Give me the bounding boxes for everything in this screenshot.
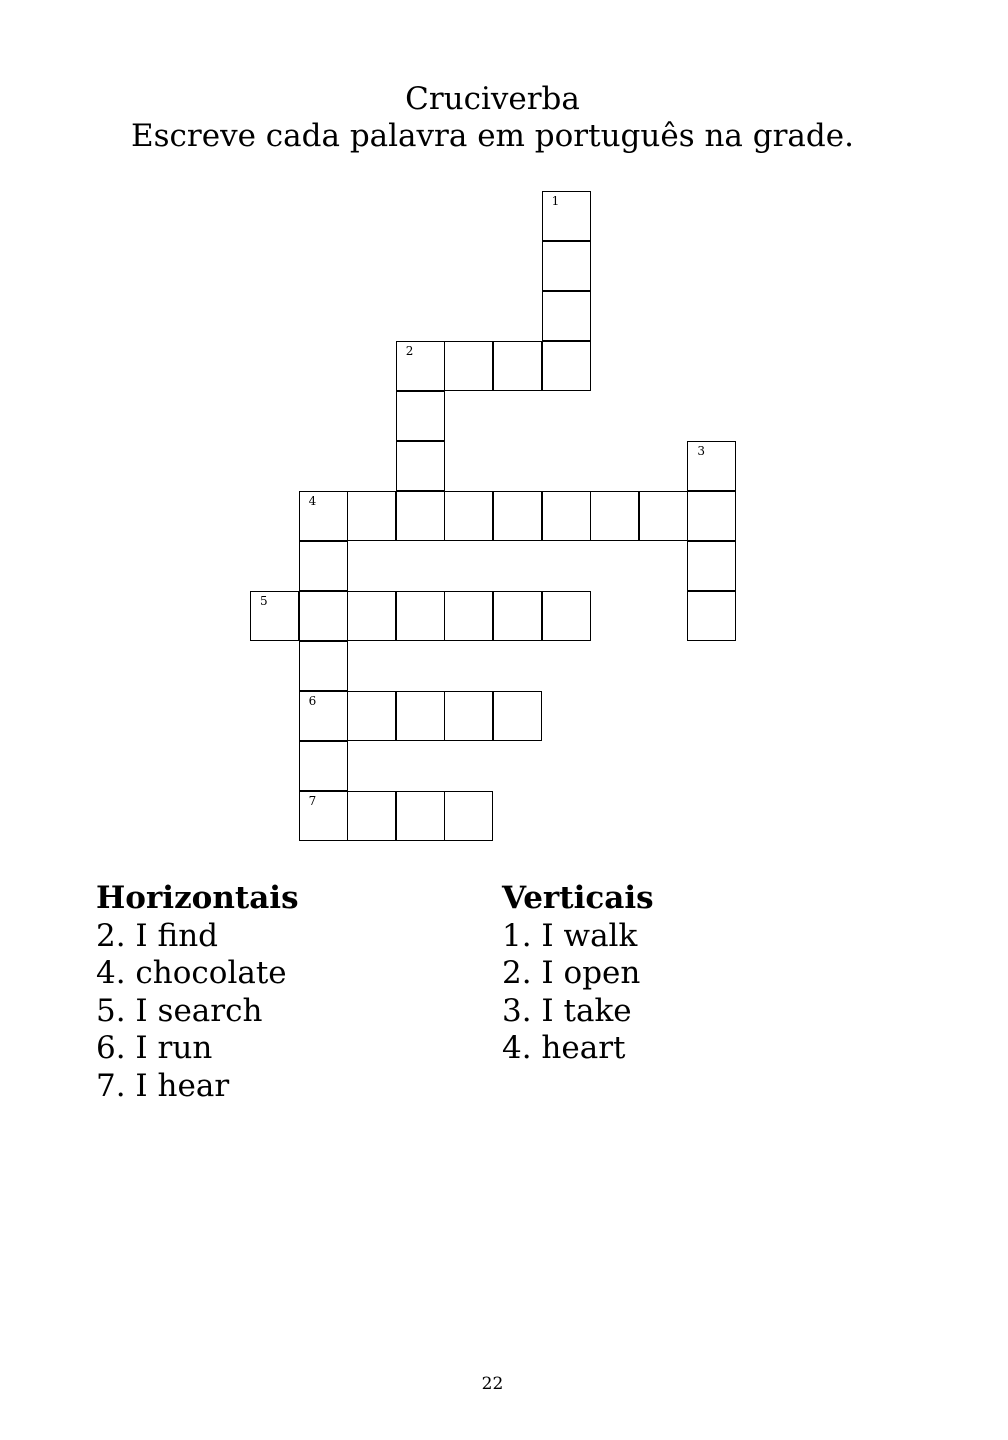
crossword-cell[interactable] — [299, 741, 348, 791]
across-clue: 7. I hear — [96, 1067, 230, 1104]
across-clue: 6. I run — [96, 1030, 213, 1067]
crossword-cell[interactable] — [542, 491, 591, 541]
down-clue: 2. I open — [502, 955, 641, 992]
crossword-cell[interactable] — [396, 341, 445, 391]
crossword-cell[interactable] — [493, 591, 542, 641]
crossword-cell[interactable] — [542, 591, 591, 641]
across-clues-section — [96, 878, 299, 1105]
clue-number: 1 — [551, 194, 560, 208]
crossword-cell[interactable] — [687, 541, 736, 591]
crossword-cell[interactable] — [444, 691, 493, 741]
crossword-cell[interactable] — [299, 791, 348, 841]
crossword-cell[interactable] — [396, 791, 445, 841]
across-heading: Horizontais — [96, 880, 299, 916]
crossword-cell[interactable] — [396, 691, 445, 741]
crossword-cell[interactable] — [687, 591, 736, 641]
clue-number: 3 — [697, 444, 706, 458]
crossword-cell[interactable] — [396, 391, 445, 441]
crossword-cell[interactable] — [396, 591, 445, 641]
crossword-cell[interactable] — [347, 491, 396, 541]
crossword-cell[interactable] — [687, 441, 736, 491]
across-clue: 2. I find — [96, 918, 219, 954]
crossword-cell[interactable] — [444, 591, 493, 641]
crossword-cell[interactable] — [542, 241, 591, 291]
across-clue: 5. I search — [96, 992, 263, 1029]
clue-number: 5 — [260, 594, 268, 608]
crossword-cell[interactable] — [590, 491, 639, 541]
clue-number: 7 — [308, 794, 317, 808]
crossword-cell[interactable] — [493, 691, 542, 741]
crossword-cell[interactable] — [542, 291, 591, 341]
page-number: 22 — [481, 1374, 504, 1394]
down-clue: 3. I take — [502, 992, 632, 1029]
down-heading: Verticais — [502, 880, 654, 916]
crossword-cell[interactable] — [444, 341, 493, 391]
across-clue: 4. chocolate — [96, 955, 287, 992]
crossword-cell[interactable] — [347, 691, 396, 741]
crossword-cell[interactable] — [493, 491, 542, 541]
crossword-cell[interactable] — [250, 591, 299, 641]
crossword-cell[interactable] — [347, 591, 396, 641]
clue-number: 6 — [308, 694, 317, 708]
down-clue-list — [502, 918, 654, 1068]
page-subtitle: Escreve cada palavra em português na grade. — [131, 118, 854, 154]
crossword-cell[interactable] — [542, 191, 591, 241]
down-clue: 1. I walk — [502, 918, 638, 954]
crossword-cell[interactable] — [299, 641, 348, 691]
clue-number: 4 — [308, 494, 317, 508]
crossword-cell[interactable] — [299, 591, 348, 641]
crossword-cell[interactable] — [299, 491, 348, 541]
crossword-cell[interactable] — [396, 491, 445, 541]
crossword-cell[interactable] — [493, 341, 542, 391]
crossword-cell[interactable] — [444, 791, 493, 841]
crossword-cell[interactable] — [299, 541, 348, 591]
crossword-cell[interactable] — [687, 491, 736, 541]
crossword-cell[interactable] — [542, 341, 591, 391]
down-clue: 4. heart — [502, 1030, 626, 1067]
down-clues-section — [502, 878, 654, 1068]
crossword-cell[interactable] — [396, 441, 445, 491]
page-title: Cruciverba — [405, 81, 580, 117]
crossword-cell[interactable] — [444, 491, 493, 541]
crossword-cell[interactable] — [347, 791, 396, 841]
clue-number: 2 — [405, 344, 414, 358]
across-clue-list — [96, 918, 299, 1105]
crossword-cell[interactable] — [639, 491, 688, 541]
crossword-cell[interactable] — [299, 691, 348, 741]
